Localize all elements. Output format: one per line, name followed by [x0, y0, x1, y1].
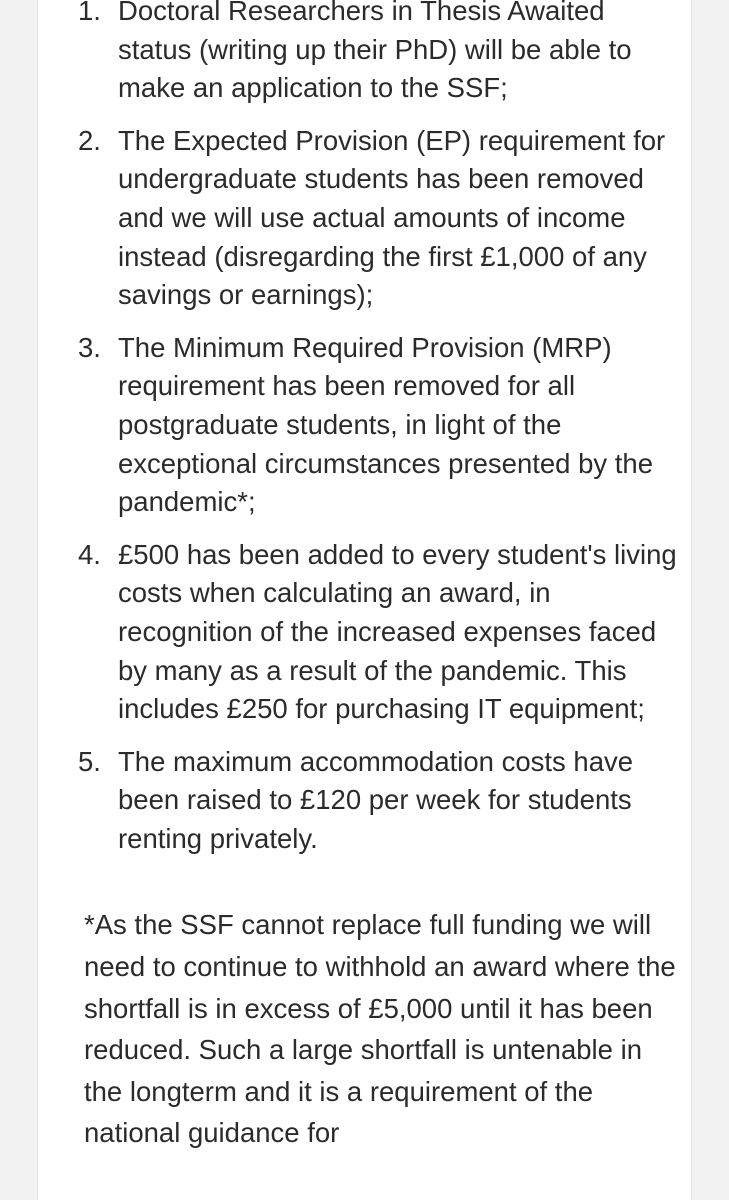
list-item — [38, 329, 691, 522]
document-page — [37, 0, 692, 1200]
list-item-number: 4. — [78, 538, 101, 570]
document-content — [38, 0, 691, 1154]
list-item — [38, 122, 691, 315]
list-item-text: The Expected Provision (EP) requirement for undergraduate students has been removed and we will use actual amounts of income instead (disregarding the first £1,000 of any savings or earnings); — [118, 124, 666, 311]
list-item-number: 3. — [78, 331, 101, 363]
list-item-number: 5. — [78, 745, 101, 777]
list-item-text: £500 has been added to every student's living costs when calculating an award, in recognition of the increased expenses faced by many as a result of the pandemic. This includes £250 for purchasing IT equipment; — [118, 538, 677, 725]
list-item — [38, 743, 691, 859]
list-item-text: The Minimum Required Provision (MRP) requirement has been removed for all postgraduate students, in light of the exceptional circumstances presented by the pandemic*; — [118, 331, 654, 518]
footnote-paragraph: *As the SSF cannot replace full funding we will need to continue to withhold an award where the shortfall is in excess of £5,000 until it has been reduced. Such a large shortfall is untenable in the longterm and it is a requirement of the national guidance for — [84, 909, 676, 1149]
list-item-number: 1. — [78, 0, 101, 26]
list-item-text: The maximum accommodation costs have been raised to £120 per week for students renting privately. — [118, 745, 634, 854]
list-item — [38, 536, 691, 729]
list-item — [38, 0, 691, 108]
changes-list — [38, 0, 691, 858]
list-item-number: 2. — [78, 124, 101, 156]
list-item-text: Doctoral Researchers in Thesis Awaited status (writing up their PhD) will be able to make an application to the SSF; — [118, 0, 632, 104]
